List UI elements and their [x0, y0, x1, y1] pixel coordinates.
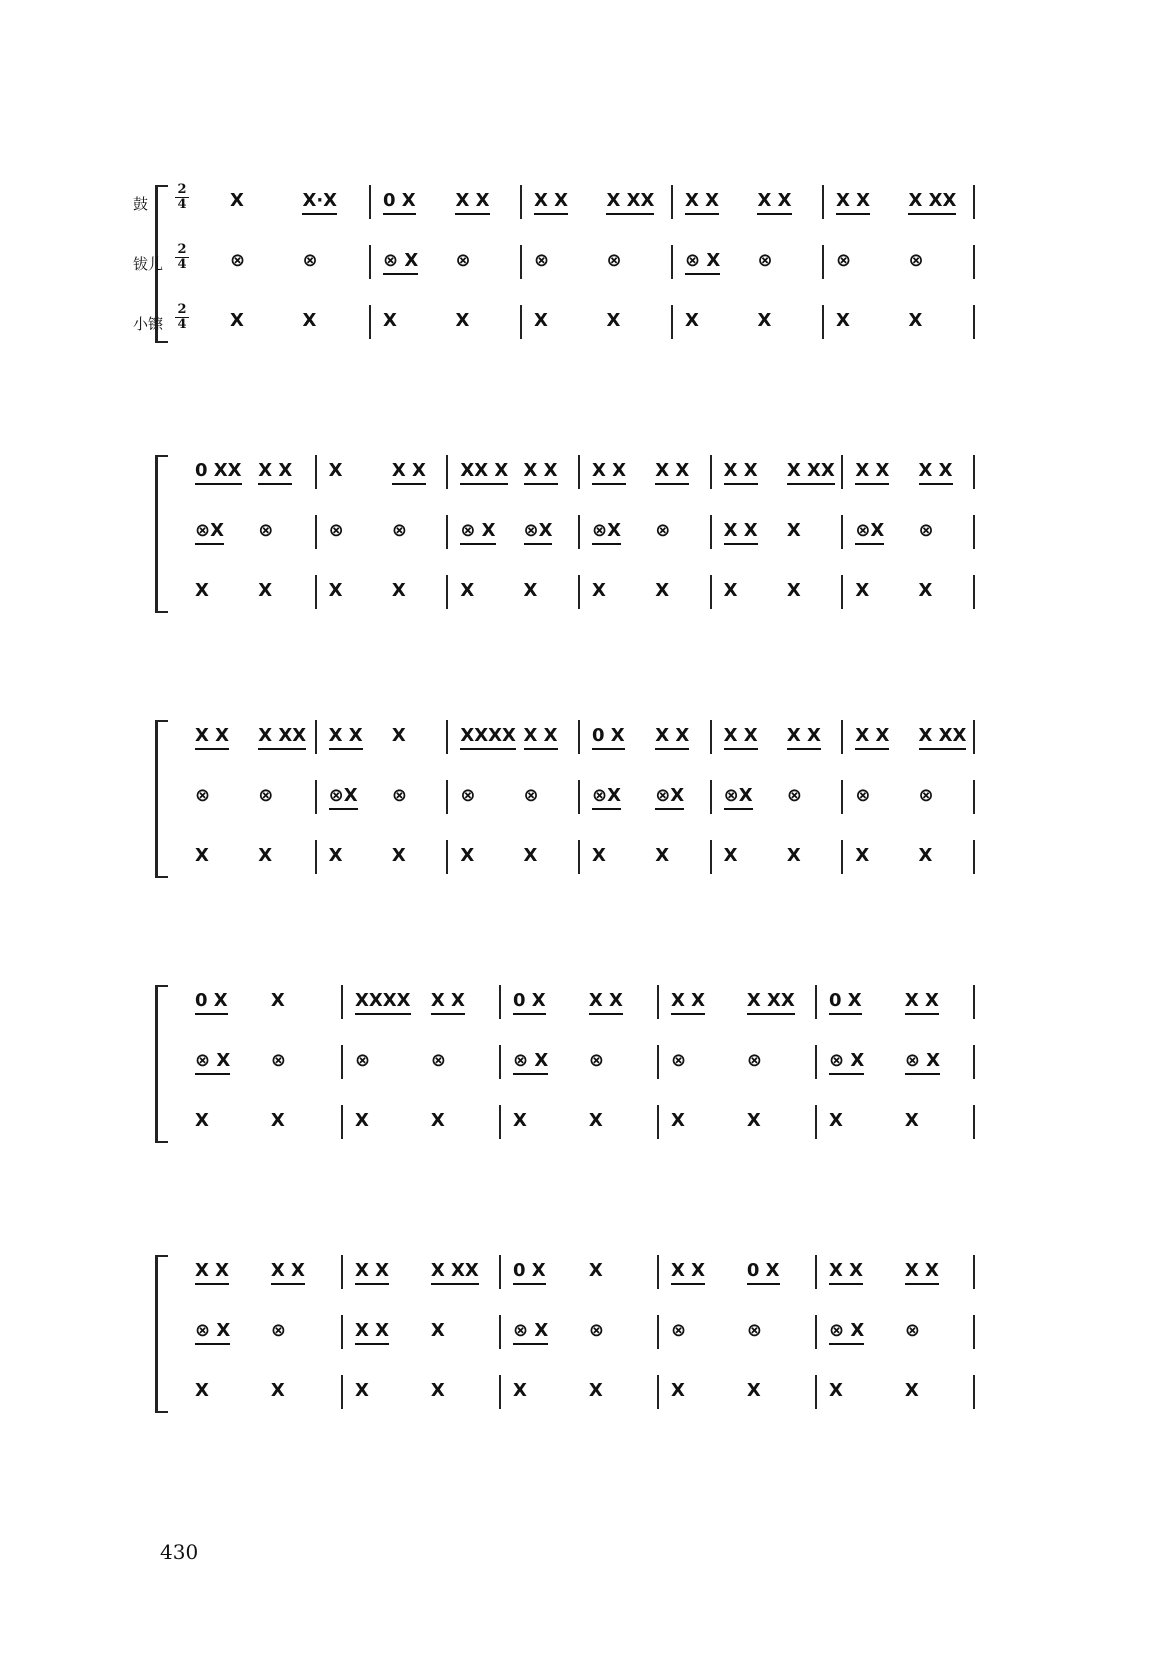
beat: X — [383, 310, 397, 331]
beat: X — [746, 1380, 761, 1401]
beat: X — [430, 1320, 445, 1341]
measure — [815, 1375, 975, 1409]
beat: X — [270, 1110, 285, 1131]
beat: ⊗ — [534, 250, 550, 271]
beat: X X — [195, 1260, 229, 1285]
beat: ⊗ — [746, 1320, 762, 1341]
measure — [499, 1105, 659, 1139]
system-bracket — [155, 720, 168, 878]
beat: X — [195, 1380, 209, 1401]
final-barline — [973, 1375, 975, 1409]
measure — [499, 1045, 659, 1079]
beat: ⊗ X — [829, 1050, 864, 1075]
beat: ⊗ — [836, 250, 852, 271]
beat: X X — [724, 725, 758, 750]
beat: ⊗ — [671, 1050, 687, 1071]
final-barline — [973, 840, 975, 874]
beat: X X — [524, 460, 558, 485]
measure — [520, 185, 673, 219]
measure — [446, 780, 580, 814]
beat: X — [855, 580, 870, 601]
instrument-label: 鼓 — [133, 195, 149, 213]
measure — [218, 185, 369, 219]
final-barline — [973, 575, 975, 609]
beat: ⊗ X — [685, 250, 720, 275]
beat: X — [195, 580, 209, 601]
beat: X — [592, 845, 606, 866]
beat: X — [513, 1110, 527, 1131]
measure — [341, 1315, 501, 1349]
beat: ⊗ — [195, 785, 211, 806]
beat: X X — [431, 990, 465, 1015]
beat: X — [328, 845, 343, 866]
beat: X X — [355, 1260, 389, 1285]
beat: ⊗ — [258, 785, 274, 806]
staff-row — [173, 780, 1020, 820]
beat: XXXX — [460, 725, 516, 750]
beat: X — [723, 580, 738, 601]
staff-row — [133, 182, 1020, 225]
beat: X X — [455, 190, 489, 215]
score-system — [155, 720, 1020, 900]
beat: X — [534, 310, 548, 331]
beat: ⊗ X — [905, 1050, 940, 1075]
final-barline — [973, 1105, 975, 1139]
beat: X — [855, 845, 870, 866]
beat: X X — [836, 190, 870, 215]
measure — [183, 1045, 341, 1079]
beat: ⊗ — [391, 520, 407, 541]
beat: ⊗ X — [195, 1050, 230, 1075]
beat: ⊗ — [908, 250, 924, 271]
beat: X X — [685, 190, 719, 215]
measure — [341, 1045, 501, 1079]
time-signature-top: 2 — [175, 243, 189, 258]
beat: X XX — [431, 1260, 479, 1285]
measure — [315, 720, 449, 754]
final-barline — [973, 185, 975, 219]
beat: X X — [592, 460, 626, 485]
beat: ⊗ — [460, 785, 476, 806]
beat: X X — [671, 1260, 705, 1285]
beat: X — [270, 990, 285, 1011]
beat: X X — [589, 990, 623, 1015]
beat: X — [195, 845, 209, 866]
beat: ⊗X — [195, 520, 224, 545]
measure — [446, 455, 580, 489]
score-system — [155, 455, 1020, 635]
beat: X — [430, 1110, 445, 1131]
beat: ⊗ X — [195, 1320, 230, 1345]
measure — [183, 780, 315, 814]
beat: ⊗ — [523, 785, 539, 806]
measure — [815, 1315, 975, 1349]
staff-row — [133, 242, 1020, 285]
beat: X X — [905, 1260, 939, 1285]
staff-row — [173, 1045, 1020, 1085]
beat: X — [430, 1380, 445, 1401]
beat: ⊗ — [355, 1050, 371, 1071]
measure — [841, 575, 975, 609]
measure — [710, 575, 844, 609]
beat: ⊗ — [757, 250, 773, 271]
beat: 0 X — [195, 990, 228, 1015]
beat: X — [786, 845, 801, 866]
beat: ⊗ — [904, 1320, 920, 1341]
measure — [710, 720, 844, 754]
score-system — [133, 182, 1020, 365]
measure — [183, 1255, 341, 1289]
staff-row — [173, 985, 1020, 1025]
beat: X — [355, 1380, 369, 1401]
beat: X — [328, 580, 343, 601]
beat: X X — [855, 460, 889, 485]
beat: X·X — [302, 190, 337, 215]
measure — [710, 515, 844, 549]
beat: ⊗ — [588, 1050, 604, 1071]
measure — [841, 720, 975, 754]
beat: X — [606, 310, 621, 331]
beat: X XX — [606, 190, 654, 215]
beat: ⊗ — [855, 785, 871, 806]
measure — [841, 840, 975, 874]
beat: X — [328, 460, 343, 481]
measure — [578, 780, 712, 814]
beat: 0 X — [513, 990, 546, 1015]
beat: X X — [671, 990, 705, 1015]
beat: ⊗X — [329, 785, 358, 810]
beat: 0 X — [747, 1260, 780, 1285]
beat: X XX — [747, 990, 795, 1015]
beat: X X — [392, 460, 426, 485]
beat: 0 XX — [195, 460, 242, 485]
measure — [369, 305, 522, 339]
beat: ⊗ X — [513, 1050, 548, 1075]
system-bracket — [155, 1255, 168, 1413]
beat: X — [918, 845, 933, 866]
beat: X X — [329, 725, 363, 750]
measure — [341, 985, 501, 1019]
beat: X — [685, 310, 699, 331]
time-signature-bottom: 4 — [177, 197, 187, 212]
beat: X X — [724, 520, 758, 545]
measure — [183, 720, 315, 754]
time-signature-bottom: 4 — [177, 317, 187, 332]
measure — [578, 840, 712, 874]
measure — [446, 840, 580, 874]
beat: X X — [271, 1260, 305, 1285]
final-barline — [973, 455, 975, 489]
measure — [218, 245, 369, 279]
final-barline — [973, 515, 975, 549]
beat: X — [455, 310, 470, 331]
measure — [815, 985, 975, 1019]
measure — [446, 515, 580, 549]
beat: ⊗ — [270, 1320, 286, 1341]
final-barline — [973, 1045, 975, 1079]
beat: 0 X — [829, 990, 862, 1015]
beat: X X — [724, 460, 758, 485]
beat: X — [723, 845, 738, 866]
measure — [315, 780, 449, 814]
measure — [657, 985, 817, 1019]
measure — [520, 305, 673, 339]
beat: ⊗ — [391, 785, 407, 806]
beat: X X — [524, 725, 558, 750]
measure — [369, 245, 522, 279]
measure — [446, 575, 580, 609]
beat: X X — [757, 190, 791, 215]
measure — [446, 720, 580, 754]
beat: ⊗ — [918, 520, 934, 541]
system-bracket — [155, 455, 168, 613]
beat: X X — [855, 725, 889, 750]
measure — [218, 305, 369, 339]
time-signature-bottom: 4 — [177, 257, 187, 272]
beat: X XX — [258, 725, 306, 750]
instrument-label: 小镲 — [133, 315, 164, 333]
beat: ⊗ — [258, 520, 274, 541]
measure — [671, 245, 824, 279]
beat: X — [588, 1110, 603, 1131]
beat: X — [908, 310, 923, 331]
measure — [499, 1315, 659, 1349]
measure — [520, 245, 673, 279]
beat: ⊗ X — [829, 1320, 864, 1345]
beat: X — [786, 580, 801, 601]
beat: X — [671, 1380, 685, 1401]
beat: X — [904, 1110, 919, 1131]
beat: X X — [655, 460, 689, 485]
score-system — [155, 985, 1020, 1165]
beat: X — [836, 310, 850, 331]
beat: X — [391, 580, 406, 601]
beat: ⊗ — [430, 1050, 446, 1071]
beat: X — [523, 580, 538, 601]
beat: X — [258, 845, 273, 866]
beat: X — [588, 1380, 603, 1401]
measure — [710, 840, 844, 874]
beat: ⊗ — [328, 520, 344, 541]
beat: X X — [355, 1320, 389, 1345]
staff-row — [173, 575, 1020, 615]
final-barline — [973, 1255, 975, 1289]
staff-row — [173, 1375, 1020, 1415]
beat: X — [655, 845, 670, 866]
measure — [815, 1105, 975, 1139]
beat: XX X — [460, 460, 508, 485]
measure — [315, 840, 449, 874]
beat: X XX — [787, 460, 835, 485]
measure — [710, 455, 844, 489]
beat: ⊗ — [655, 520, 671, 541]
final-barline — [973, 305, 975, 339]
measure — [657, 1375, 817, 1409]
final-barline — [973, 1315, 975, 1349]
measure — [657, 1255, 817, 1289]
beat: ⊗ — [270, 1050, 286, 1071]
measure — [499, 1375, 659, 1409]
beat: X X — [534, 190, 568, 215]
beat: X — [460, 845, 475, 866]
beat: 0 X — [383, 190, 416, 215]
beat: X X — [919, 460, 953, 485]
beat: X — [592, 580, 606, 601]
beat: ⊗ — [455, 250, 471, 271]
measure — [341, 1255, 501, 1289]
measure — [822, 305, 975, 339]
measure — [578, 720, 712, 754]
measure — [815, 1045, 975, 1079]
beat: X — [757, 310, 772, 331]
beat: X X — [829, 1260, 863, 1285]
beat: X — [513, 1380, 527, 1401]
staff-row — [173, 455, 1020, 495]
beat: ⊗ — [230, 250, 246, 271]
beat: X X — [905, 990, 939, 1015]
beat: ⊗ — [918, 785, 934, 806]
beat: X — [460, 580, 475, 601]
beat: ⊗ — [302, 250, 318, 271]
beat: X — [302, 310, 317, 331]
beat: X — [523, 845, 538, 866]
measure — [841, 780, 975, 814]
time-signature-top: 2 — [175, 183, 189, 198]
beat: ⊗ X — [513, 1320, 548, 1345]
beat: ⊗ — [671, 1320, 687, 1341]
beat: X XX — [908, 190, 956, 215]
staff-row — [173, 1255, 1020, 1295]
measure — [183, 1375, 341, 1409]
beat: X X — [655, 725, 689, 750]
beat: ⊗ — [786, 785, 802, 806]
measure — [315, 455, 449, 489]
instrument-label: 钹儿 — [133, 255, 164, 273]
final-barline — [973, 985, 975, 1019]
beat: X XX — [919, 725, 967, 750]
measure — [657, 1105, 817, 1139]
beat: X — [270, 1380, 285, 1401]
measure — [578, 455, 712, 489]
final-barline — [973, 245, 975, 279]
time-signature — [175, 303, 189, 332]
measure — [341, 1375, 501, 1409]
measure — [183, 1105, 341, 1139]
beat: 0 X — [592, 725, 625, 750]
measure — [315, 515, 449, 549]
staff-row — [133, 302, 1020, 345]
measure — [822, 185, 975, 219]
measure — [671, 185, 824, 219]
measure — [369, 185, 522, 219]
beat: X — [391, 725, 406, 746]
staff-row — [173, 515, 1020, 555]
beat: X — [829, 1380, 843, 1401]
measure — [710, 780, 844, 814]
measure — [841, 455, 975, 489]
beat: X X — [787, 725, 821, 750]
measure — [183, 515, 315, 549]
beat: ⊗X — [724, 785, 753, 810]
measure — [578, 575, 712, 609]
time-signature — [175, 183, 189, 212]
beat: X — [918, 580, 933, 601]
staff-row — [173, 840, 1020, 880]
measure — [183, 840, 315, 874]
measure — [499, 985, 659, 1019]
staff-row — [173, 1105, 1020, 1145]
beat: ⊗X — [592, 520, 621, 545]
beat: ⊗ — [588, 1320, 604, 1341]
measure — [671, 305, 824, 339]
beat: X X — [195, 725, 229, 750]
beat: ⊗ X — [383, 250, 418, 275]
beat: X — [258, 580, 273, 601]
measure — [183, 1315, 341, 1349]
beat: X — [355, 1110, 369, 1131]
measure — [183, 985, 341, 1019]
measure — [183, 575, 315, 609]
beat: X — [671, 1110, 685, 1131]
beat: X — [655, 580, 670, 601]
final-barline — [973, 720, 975, 754]
beat: X — [746, 1110, 761, 1131]
score-system — [155, 1255, 1020, 1435]
measure — [657, 1315, 817, 1349]
time-signature-top: 2 — [175, 303, 189, 318]
beat: ⊗X — [524, 520, 553, 545]
beat: X — [391, 845, 406, 866]
beat: XXXX — [355, 990, 411, 1015]
beat: X — [195, 1110, 209, 1131]
staff-row — [173, 1315, 1020, 1355]
beat: X — [904, 1380, 919, 1401]
measure — [315, 575, 449, 609]
measure — [499, 1255, 659, 1289]
beat: X — [230, 310, 244, 331]
measure — [183, 455, 315, 489]
measure — [815, 1255, 975, 1289]
time-signature — [175, 243, 189, 272]
measure — [657, 1045, 817, 1079]
measure — [822, 245, 975, 279]
beat: X X — [258, 460, 292, 485]
beat: X — [588, 1260, 603, 1281]
beat: X — [829, 1110, 843, 1131]
beat: ⊗X — [855, 520, 884, 545]
measure — [578, 515, 712, 549]
beat: ⊗ — [606, 250, 622, 271]
beat: ⊗ — [746, 1050, 762, 1071]
beat: ⊗X — [655, 785, 684, 810]
page-number: 430 — [160, 1540, 199, 1564]
measure — [841, 515, 975, 549]
beat: X — [230, 190, 244, 211]
staff-row — [173, 720, 1020, 760]
beat: ⊗ X — [460, 520, 495, 545]
beat: 0 X — [513, 1260, 546, 1285]
measure — [341, 1105, 501, 1139]
beat: X — [786, 520, 801, 541]
system-bracket — [155, 985, 168, 1143]
final-barline — [973, 780, 975, 814]
beat: ⊗X — [592, 785, 621, 810]
